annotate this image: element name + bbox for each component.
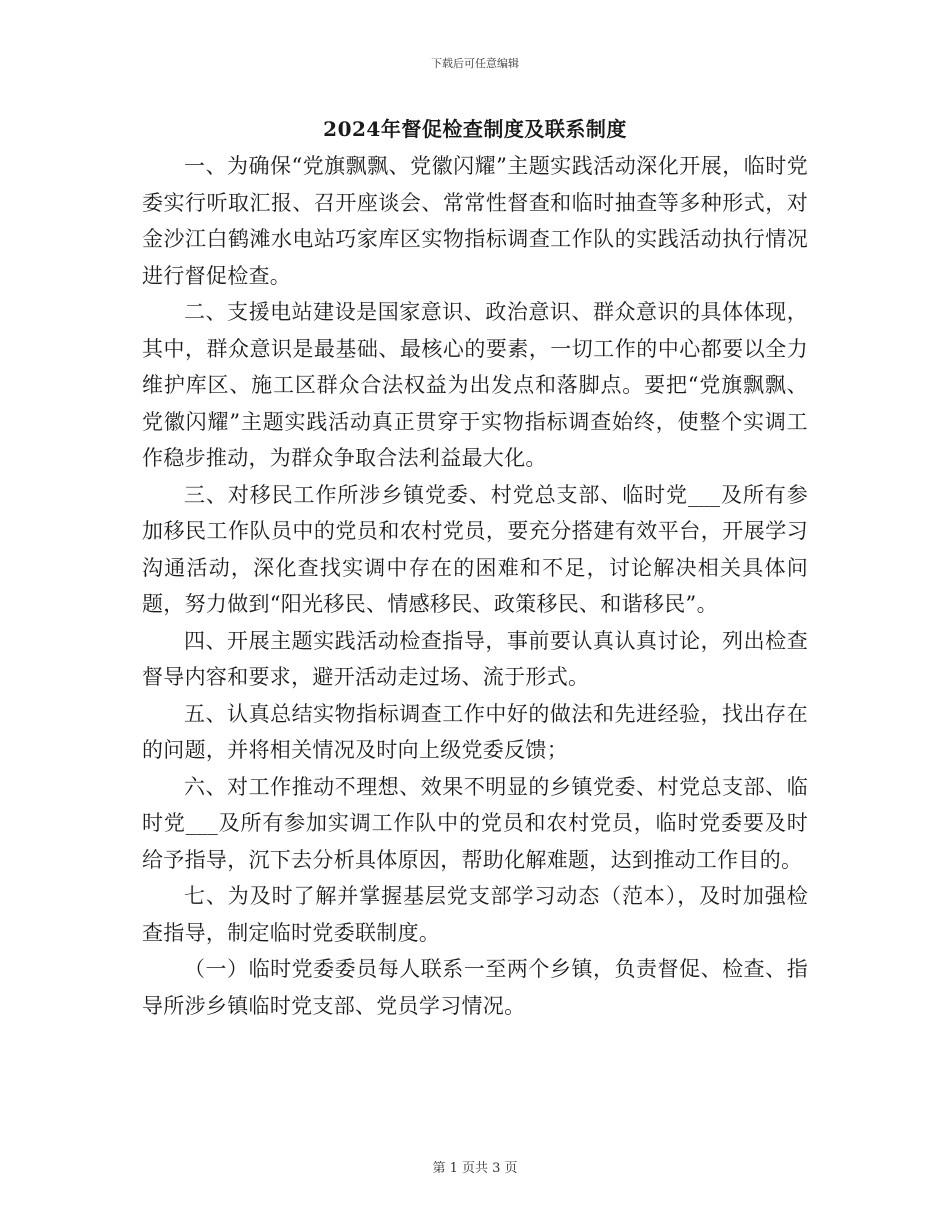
page-number-footer: 第 1 页共 3 页 (432, 1161, 518, 1176)
paragraph-4: 四、开展主题实践活动检查指导，事前要认真认真讨论，列出检查督导内容和要求，避开活动走过场、流于形式。 (142, 628, 808, 689)
document-title: 2024年督促检查制度及联系制度 (323, 117, 627, 141)
paragraph-6: 六、对工作推动不理想、效果不明显的乡镇党委、村党总支部、临时党___及所有参加实调工作队中的党员和农村党员，临时党委要及时给予指导，沉下去分析具体原因，帮助化解难题，达到推动工作目的。 (142, 774, 808, 872)
paragraph-2: 二、支援电站建设是国家意识、政治意识、群众意识的具体体现，其中，群众意识是最基础、最核心的要素，一切工作的中心都要以全力维护库区、施工区群众合法权益为出发点和落脚点。要把“党旗飘飘、党徽闪耀”主题实践活动真正贯穿于实物指标调查始终，使整个实调工作稳步推动，为群众争取合法利益最大化。 (142, 300, 808, 470)
document-body (142, 148, 808, 1024)
paragraph-3: 三、对移民工作所涉乡镇党委、村党总支部、临时党___及所有参加移民工作队员中的党员和农村党员，要充分搭建有效平台，开展学习沟通活动，深化查找实调中存在的困难和不足，讨论解决相关具体问题，努力做到“阳光移民、情感移民、政策移民、和谐移民”。 (142, 482, 808, 616)
paragraph-8: （一）临时党委委员每人联系一至两个乡镇，负责督促、检查、指导所涉乡镇临时党支部、党员学习情况。 (142, 957, 808, 1018)
paragraph-1: 一、为确保“党旗飘飘、党徽闪耀”主题实践活动深化开展，临时党委实行听取汇报、召开座谈会、常常性督查和临时抽查等多种形式，对金沙江白鹤滩水电站巧家库区实物指标调查工作队的实践活动执行情况进行督促检查。 (142, 154, 808, 288)
header-note: 下载后可任意编辑 (431, 57, 519, 70)
paragraph-5: 五、认真总结实物指标调查工作中好的做法和先进经验，找出存在的问题，并将相关情况及时向上级党委反馈； (142, 701, 808, 762)
paragraph-7: 七、为及时了解并掌握基层党支部学习动态（范本），及时加强检查指导，制定临时党委联制度。 (142, 884, 808, 945)
